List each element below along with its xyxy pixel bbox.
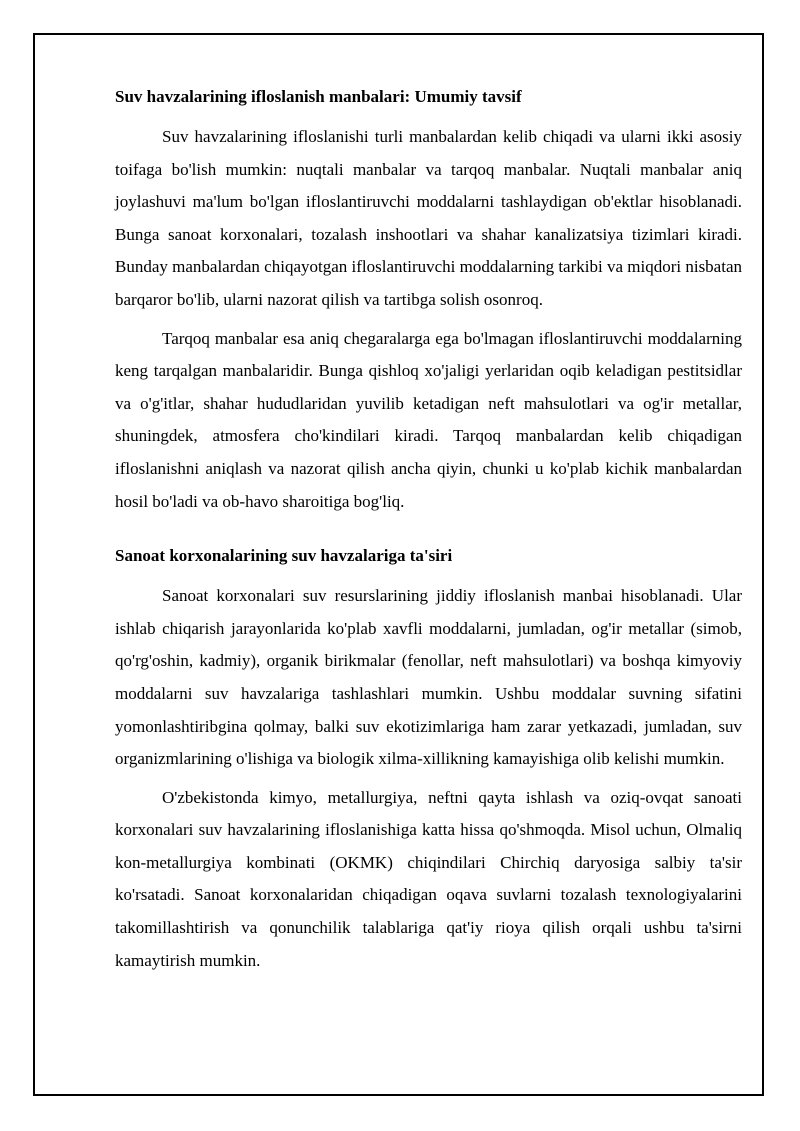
paragraph: Tarqoq manbalar esa aniq chegaralarga ega bo'lmagan ifloslantiruvchi moddalarning keng tarqalgan manbalaridir. Bunga qishloq xo'jaligi yerlaridan oqib keladigan pestitsidlar va o'g'itlar, shahar hududlaridan yuvilib ketadigan neft mahsulotlari va og'ir metallar, shuningdek, atmosfera cho'kindilari kiradi. Tarqoq manbalardan kelib chiqadigan ifloslanishni aniqlash va nazorat qilish ancha qiyin, chunki u ko'plab kichik manbalardan hosil bo'ladi va ob-havo sharoitiga bog'liq. [115, 328, 742, 511]
document-body [115, 86, 742, 983]
paragraph: Sanoat korxonalari suv resurslarining jiddiy ifloslanish manbai hisoblanadi. Ular ishlab chiqarish jarayonlarida ko'plab xavfli moddalarni, jumladan, og'ir metallar (simob, qo'rg'oshin, kadmiy), organik birikmalar (fenollar, neft mahsulotlari) va boshqa kimyoviy moddalarni suv havzalariga tashlashlari mumkin. Ushbu moddalar suvning sifatini yomonlashtiribgina qolmay, balki suv ekotizimlariga ham zarar yetkazadi, jumladan, suv organizmlarining o'lishiga va biologik xilma-xillikning kamayishiga olib kelishi mumkin. [115, 586, 742, 769]
section-heading-pollution-sources: Suv havzalarining ifloslanish manbalari: Umumiy tavsif [115, 87, 522, 106]
paragraph: Suv havzalarining ifloslanishi turli manbalardan kelib chiqadi va ularni ikki asosiy toifaga bo'lish mumkin: nuqtali manbalar va tarqoq manbalar. Nuqtali manbalar aniq joylashuvi ma'lum bo'lgan ifloslantiruvchi moddalarni tashlaydigan ob'ektlar hisoblanadi. Bunga sanoat korxonalari, tozalash inshootlari va shahar kanalizatsiya tizimlari kiradi. Bunday manbalardan chiqayotgan ifloslantiruvchi moddalarning tarkibi va miqdori nisbatan barqaror bo'lib, ularni nazorat qilish va tartibga solish osonroq. [115, 127, 742, 309]
paragraph: O'zbekistonda kimyo, metallurgiya, neftni qayta ishlash va oziq-ovqat sanoati korxonalari suv havzalarining ifloslanishiga katta hissa qo'shmoqda. Misol uchun, Olmaliq kon-metallurgiya kombinati (OKMK) chiqindilari Chirchiq daryosiga salbiy ta'sir ko'rsatadi. Sanoat korxonalaridan chiqadigan oqava suvlarni tozalash texnologiyalarini takomillashtirish va qonunchilik talablariga qat'iy rioya qilish orqali ushbu ta'sirni kamaytirish mumkin. [115, 787, 742, 970]
section-heading-industrial-impact: Sanoat korxonalarining suv havzalariga ta'siri [115, 546, 453, 566]
